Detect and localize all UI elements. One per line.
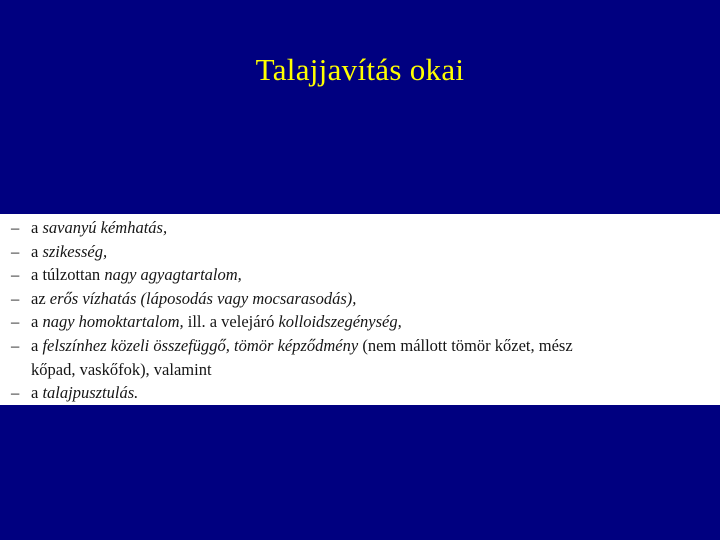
dash-bullet: – <box>11 288 20 308</box>
item-emphasis: szikesség, <box>42 241 108 261</box>
list-item <box>0 216 720 240</box>
item-prefix: a <box>31 335 43 355</box>
item-prefix: a túlzottan <box>31 265 105 285</box>
item-emphasis: savanyú kémhatás, <box>42 218 168 237</box>
item-emphasis-second: kolloidszegénység, <box>278 312 402 332</box>
item-emphasis: talajpusztulás. <box>42 383 139 403</box>
item-prefix: a <box>31 218 43 237</box>
list-item <box>0 240 720 264</box>
dash-bullet: – <box>11 383 20 403</box>
dash-bullet: – <box>11 241 20 261</box>
reasons-list <box>0 214 720 405</box>
item-prefix: a <box>31 241 43 261</box>
list-item <box>0 381 720 405</box>
item-prefix: a <box>31 312 43 332</box>
dash-bullet: – <box>11 218 20 237</box>
list-item <box>0 310 720 334</box>
item-prefix: a <box>31 383 43 403</box>
item-rest: (nem mállott tömör kőzet, mész <box>358 335 573 355</box>
scanned-text-panel <box>0 214 720 405</box>
slide-title: Talajjavítás okai <box>255 52 465 87</box>
item-emphasis: nagy agyagtartalom, <box>104 265 242 285</box>
list-item <box>0 263 720 287</box>
item-emphasis: erős vízhatás (láposodás vagy mocsarasodás), <box>49 288 357 308</box>
item-prefix: az <box>31 288 50 308</box>
dash-bullet: – <box>11 265 20 285</box>
item-continuation: kőpad, vaskőfok), valamint <box>31 359 212 379</box>
list-item <box>0 287 720 311</box>
item-emphasis: nagy homoktartalom, <box>42 312 184 332</box>
item-emphasis: felszínhez közeli összefüggő, tömör képződmény <box>42 335 359 355</box>
item-rest: ill. a velejáró <box>183 312 279 332</box>
dash-bullet: – <box>11 312 20 332</box>
list-item <box>0 334 720 381</box>
dash-bullet: – <box>11 335 20 355</box>
